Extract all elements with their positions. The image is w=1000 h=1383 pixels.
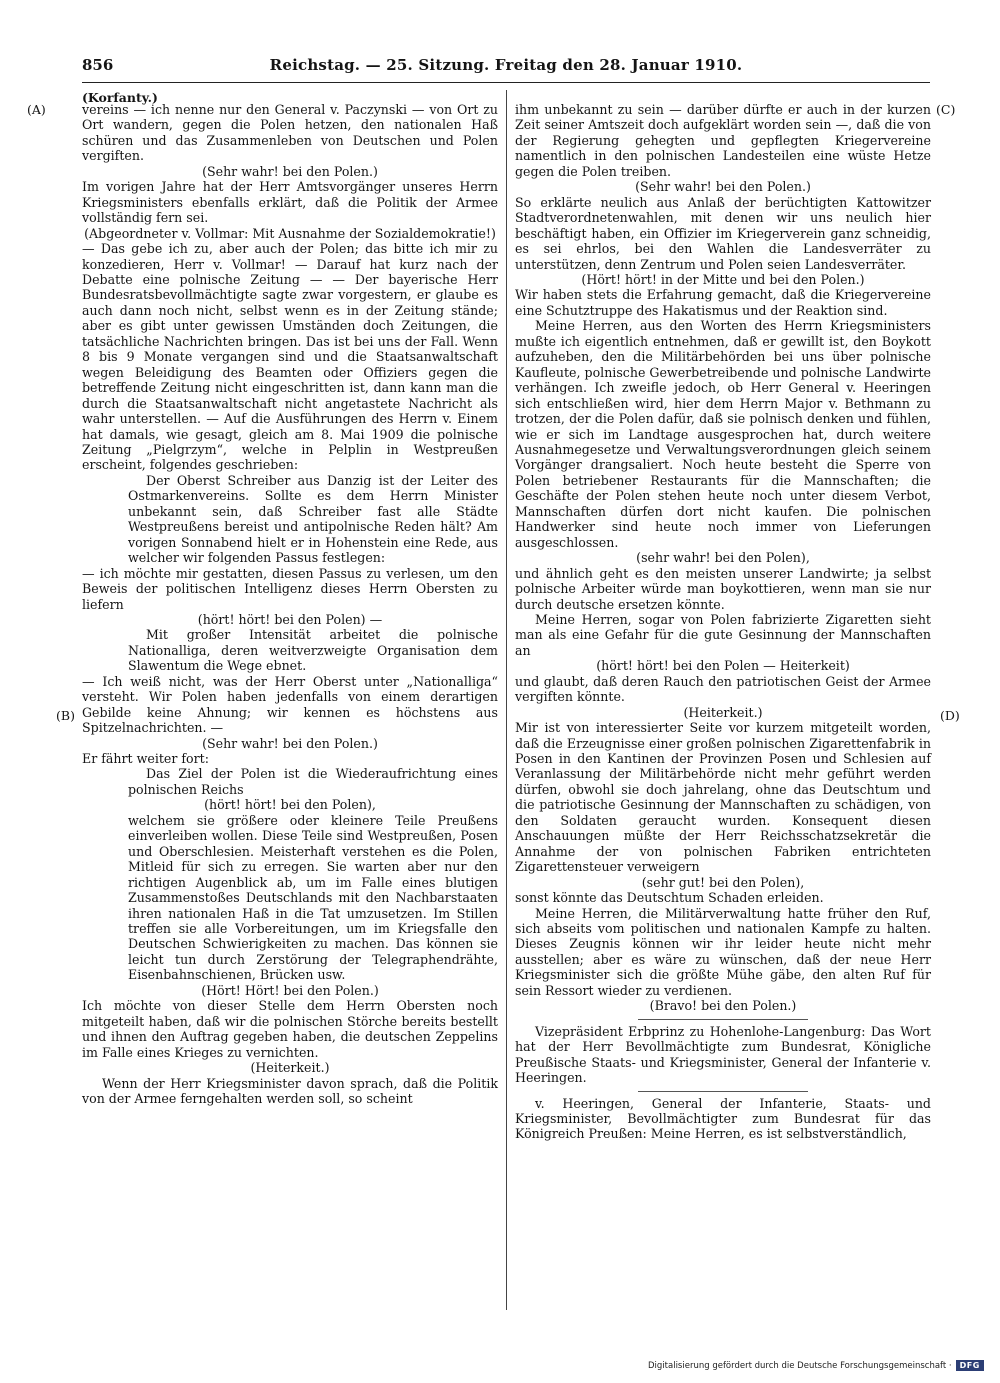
left-column	[82, 102, 498, 1106]
dfg-logo: DFG	[956, 1360, 984, 1371]
paragraph: — Ich weiß nicht, was der Herr Oberst unter „Nationalliga“ versteht. Wir Polen haben jedenfalls von einem derartigen Gebilde keine Ahnung; wir kennen es höchstens aus Spitzelnachrichten. —	[82, 673, 498, 736]
quotation: welchem sie größere oder kleinere Teile Preußens einverleiben wollen. Diese Teile sind Westpreußen, Posen und Oberschlesien. Meisterhaft verstehen es die Polen, Mitleid für sich zu erregen. Sie warten aber nur den richtigen Augenblick ab, um im Falle eines blutigen Zusammenstoßes Deutschlands mit den Nachbarstaaten ihren nationalen Haß in die Tat umzusetzen. Im Stillen treffen sie alle Vorbereitungen, um im Kriegsfalle den Deutschen Schwierigkeiten zu machen. Das können sie leicht tun durch Zerstörung der Telegraphendrähte, Eisenbahnschienen, Brücken usw.	[128, 812, 498, 983]
interjection: (hört! hört! bei den Polen) —	[197, 611, 383, 627]
speaker-paragraph: Vizepräsident Erbprinz zu Hohenlohe-Langenburg: Das Wort hat der Herr Bevollmächtigte zum Bundesrat, Königliche Preußische Staats- und Kriegsminister, General der Infanterie v. Heeringen.	[515, 1023, 931, 1086]
paragraph: Ich möchte von dieser Stelle dem Herrn Obersten noch mitgeteilt haben, daß wir die polnischen Störche bereits bestellt und ihnen den Auftrag gegeben haben, die deutschen Zeppelins im Falle eines Krieges zu vernichten.	[82, 998, 498, 1060]
paragraph: ihm unbekannt zu sein — darüber dürfte er auch in der kurzen Zeit seiner Amtszeit doch aufgeklärt worden sein —, daß die von der Regierung gehegten und gepflegten Kriegervereine namentlich in den polnischen Landesteilen eine wüste Hetze gegen die Polen treiben.	[515, 102, 931, 179]
right-column	[515, 102, 931, 1142]
paragraph: Meine Herren, sogar von Polen fabrizierte Zigaretten sieht man als eine Gefahr für die gute Gesinnung der Mannschaften an	[515, 611, 931, 658]
footer-text: Digitalisierung gefördert durch die Deutsche Forschungsgemeinschaft ·	[648, 1360, 952, 1371]
paragraph: Wir haben stets die Erfahrung gemacht, daß die Kriegervereine eine Schutztruppe des Hakatismus und der Reaktion sind.	[515, 287, 931, 318]
footer-credit	[648, 1360, 984, 1371]
interjection: (hört! hört! bei den Polen — Heiterkeit)	[596, 658, 850, 674]
paragraph: So erklärte neulich aus Anlaß der berüchtigten Kattowitzer Stadtverordnetenwahlen, mit denen wir uns neulich hier beschäftigt haben, ein Offizier im Kriegerverein ganz schneidig, es sei ehrlos, bei den Wahlen die Landesverräter zu unterstützen, denn Zentrum und Polen seien Landesverräter.	[515, 194, 931, 272]
running-title: Reichstag. — 25. Sitzung. Freitag den 28. Januar 1910.	[269, 56, 743, 74]
margin-marker-a: (A)	[27, 102, 46, 117]
margin-marker-b: (B)	[56, 708, 75, 723]
paragraph: sonst könnte das Deutschtum Schaden erleiden.	[515, 890, 824, 906]
paragraph: Er fährt weiter fort:	[82, 751, 209, 767]
page-header	[82, 56, 930, 83]
quotation: Das Ziel der Polen ist die Wiederaufrichtung eines polnischen Reichs	[128, 766, 498, 797]
interjection: (Abgeordneter v. Vollmar: Mit Ausnahme der Sozialdemokratie!)	[84, 225, 496, 241]
paragraph: — Das gebe ich zu, aber auch der Polen; das bitte ich mir zu konzedieren, Herr v. Vollmar! — Darauf hat kurz nach der Debatte eine polnische Zeitung — — Der bayerische Herr Bundesratsbevollmächtigte sagte zwar vorgestern, er glaube es auch dann noch nicht, selbst wenn es in der Zeitung stände; aber es gibt unter gewissen Umständen doch Zeitungen, die tatsächliche Nachrichten bringen. Das ist bei uns der Fall. Wenn 8 bis 9 Monate vergangen sind und die Staatsanwaltschaft wegen Beleidigung des Beamten oder Offiziers gegen die betreffende Zeitung nicht eingeschritten ist, dann kann man die durch die Staatsanwaltschaft nicht angetastete Nachricht als wahr unterstellen. — Auf die Ausführungen des Herrn v. Einem hat damals, wie gesagt, gleich am 8. Mai 1909 die polnische Zeitung „Pielgrzym“, welche in Pelplin in Westpreußen erscheint, folgendes geschrieben:	[82, 241, 498, 473]
interjection: (Bravo! bei den Polen.)	[649, 998, 797, 1014]
margin-marker-c: (C)	[936, 102, 956, 117]
interjection: (Sehr wahr! bei den Polen.)	[635, 179, 811, 195]
section-rule	[638, 1091, 808, 1092]
interjection: (Hört! hört! in der Mitte und bei den Polen.)	[581, 271, 865, 287]
paragraph: Mir ist von interessierter Seite vor kurzem mitgeteilt worden, daß die Erzeugnisse einer großen polnischen Zigarettenfabrik in Posen in den Kantinen der Provinzen Posen und Schlesien auf Veranlassung der Militärbehörde nicht mehr geführt werden dürfen, obwohl sie doch jahrelang, ohne das Deutschtum und die patriotische Gesinnung der Mannschaften zu schädigen, von den Soldaten geraucht wurden. Konsequent diesen Anschauungen müßte der Herr Reichsschatzsekretär die Annahme der von polnischen Fabriken entrichteten Zigarettensteuer verweigern	[515, 720, 931, 875]
paragraph: Im vorigen Jahre hat der Herr Amtsvorgänger unseres Herrn Kriegsministers ebenfalls erklärt, daß die Politik der Armee vollständig fern sei.	[82, 179, 498, 226]
interjection: (Sehr wahr! bei den Polen.)	[202, 735, 378, 751]
paragraph: und glaubt, daß deren Rauch den patriotischen Geist der Armee vergiften könnte.	[515, 673, 931, 705]
quotation: Mit großer Intensität arbeitet die polnische Nationalliga, deren weitverzweigte Organisation dem Slawentum die Wege ebnet.	[128, 627, 498, 674]
interjection: (hört! hört! bei den Polen),	[204, 797, 376, 813]
interjection: (Heiterkeit.)	[250, 1060, 330, 1076]
column-divider	[506, 90, 507, 1310]
section-rule	[638, 1019, 808, 1020]
paragraph: und ähnlich geht es den meisten unserer Landwirte; ja selbst polnische Arbeiter würde man boykottieren, wenn man sie nur durch deutsche ersetzen könnte.	[515, 565, 931, 612]
interjection: (Hört! Hört! bei den Polen.)	[201, 982, 379, 998]
interjection: (Sehr wahr! bei den Polen.)	[202, 163, 378, 179]
paragraph: — ich möchte mir gestatten, diesen Passus zu verlesen, um den Beweis der politischen Intelligenz dieses Herrn Obersten zu liefern	[82, 565, 498, 612]
margin-marker-d: (D)	[940, 708, 960, 723]
interjection: (Heiterkeit.)	[683, 704, 763, 720]
paragraph: vereins — ich nenne nur den General v. Paczynski — von Ort zu Ort wandern, gegen die Polen hetzen, den nationalen Haß schüren und das Zusammenleben von Deutschen und Polen vergiften.	[82, 102, 498, 164]
paragraph: Meine Herren, die Militärverwaltung hatte früher den Ruf, sich abseits vom politischen und nationalen Kampfe zu halten. Dieses Zeugnis können wir ihr leider heute nicht mehr ausstellen; aber es wäre zu wünschen, daß der neue Herr Kriegsminister sich die größte Mühe gäbe, den alten Ruf für sein Ressort wieder zu verdienen.	[515, 905, 931, 998]
page-number: 856	[82, 56, 114, 74]
interjection: (sehr gut! bei den Polen),	[641, 874, 805, 890]
paragraph: Wenn der Herr Kriegsminister davon sprach, daß die Politik von der Armee ferngehalten werden soll, so scheint	[82, 1075, 498, 1106]
interjection: (sehr wahr! bei den Polen),	[636, 550, 810, 566]
speaker-paragraph: v. Heeringen, General der Infanterie, Staats- und Kriegsminister, Bevollmächtigter zum Bundesrat für das Königreich Preußen: Meine Herren, es ist selbstverständlich,	[515, 1095, 931, 1142]
paragraph: Meine Herren, aus den Worten des Herrn Kriegsministers mußte ich eigentlich entnehmen, daß er gewillt ist, den Boykott aufzuheben, den die Militärbehörden bei uns über polnische Kaufleute, polnische Gewerbetreibende und polnische Landwirte verhängen. Ich zweifle jedoch, ob Herr General v. Heeringen sich entschließen wird, hier dem Herrn Major v. Bethmann zu trotzen, der die Polen dafür, daß sie polnisch denken und fühlen, wie er sich im Landtage ausgesprochen hat, durch weitere Ausnahmegesetze und Verwaltungsverordnungen gleich seinem Vorgänger drangsaliert. Noch heute besteht die Sperre von Polen betriebener Restaurants für die Mannschaften; die Geschäfte der Polen stehen heute noch unter diesem Verbot, Mannschaften dürfen dort nicht kaufen. Die polnischen Handwerker sind heute noch immer von Lieferungen ausgeschlossen.	[515, 318, 931, 550]
quotation: Der Oberst Schreiber aus Danzig ist der Leiter des Ostmarkenvereins. Sollte es dem Herrn Minister unbekannt sein, daß Schreiber fast alle Städte Westpreußens bereist und antipolnische Reden hält? Am vorigen Sonnabend hielt er in Hohenstein eine Rede, aus welcher wir folgenden Passus festlegen:	[128, 472, 498, 566]
speaker-continuation: (Korfanty.)	[82, 90, 158, 105]
